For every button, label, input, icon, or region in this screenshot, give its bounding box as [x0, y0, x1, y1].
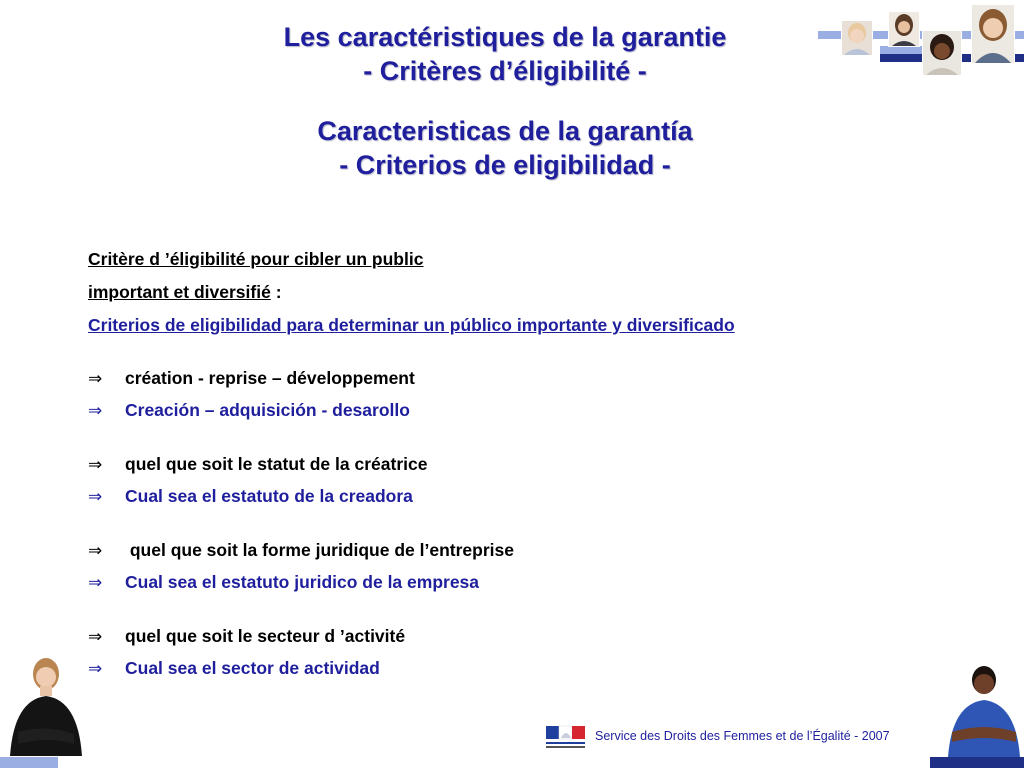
title-spanish-line1: Caracteristicas de la garantía	[317, 116, 693, 146]
bullet-fr-1	[88, 366, 415, 391]
portrait-woman-2	[888, 11, 920, 47]
bullet-fr-3	[88, 538, 514, 563]
bullet-es-4	[88, 656, 380, 681]
title-french-line2: - Critères d’éligibilité -	[363, 56, 647, 86]
portrait-woman-4	[971, 4, 1015, 64]
bullet-es-2-text: Cual sea el estatuto de la creadora	[125, 486, 413, 506]
title-spanish	[0, 114, 1010, 182]
criteria-fr-line2-text: important et diversifié	[88, 282, 271, 302]
criteria-fr-line1	[88, 243, 423, 276]
double-arrow-icon: ⇒	[88, 455, 103, 475]
criteria-es-text: Criterios de eligibilidad para determinar un público importante y diversificado	[88, 315, 735, 335]
double-arrow-icon: ⇒	[88, 659, 103, 679]
criteria-fr-line1-text: Critère d ’éligibilité pour cibler un public	[88, 249, 424, 269]
criteria-colon: :	[270, 282, 282, 302]
double-arrow-icon: ⇒	[88, 369, 103, 389]
bottom-right-bar	[930, 757, 1024, 768]
footer-credit: Service des Droits des Femmes et de l’Égalité - 2007	[595, 729, 890, 743]
title-french-line1: Les caractéristiques de la garantie	[283, 22, 727, 52]
double-arrow-icon: ⇒	[88, 627, 103, 647]
republique-francaise-logo	[545, 724, 587, 751]
double-arrow-icon: ⇒	[88, 541, 103, 561]
double-arrow-icon: ⇒	[88, 487, 103, 507]
bullet-es-1-text: Creación – adquisición - desarollo	[125, 400, 410, 420]
portrait-woman-1	[841, 20, 873, 56]
portrait-woman-blue-shirt	[944, 662, 1024, 757]
bullet-fr-1-text: création - reprise – développement	[125, 368, 415, 388]
bullet-es-4-text: Cual sea el sector de actividad	[125, 658, 380, 678]
portrait-woman-black-sweater	[4, 652, 86, 756]
bullet-es-3-text: Cual sea el estatuto juridico de la empresa	[125, 572, 480, 592]
portrait-woman-3	[922, 30, 962, 76]
bullet-es-1	[88, 398, 410, 423]
criteria-es	[88, 309, 735, 342]
bullet-fr-4	[88, 624, 405, 649]
bullet-fr-2-text: quel que soit le statut de la créatrice	[125, 454, 428, 474]
bullet-fr-2	[88, 452, 427, 477]
bullet-fr-3-text: quel que soit la forme juridique de l’entreprise	[125, 540, 514, 560]
bottom-left-bar	[0, 757, 58, 768]
double-arrow-icon: ⇒	[88, 401, 103, 421]
bullet-es-2	[88, 484, 413, 509]
double-arrow-icon: ⇒	[88, 573, 103, 593]
criteria-fr-line2	[88, 276, 282, 309]
title-spanish-line2: - Criterios de eligibilidad -	[339, 150, 671, 180]
bullet-fr-4-text: quel que soit le secteur d ’activité	[125, 626, 406, 646]
bullet-es-3	[88, 570, 479, 595]
